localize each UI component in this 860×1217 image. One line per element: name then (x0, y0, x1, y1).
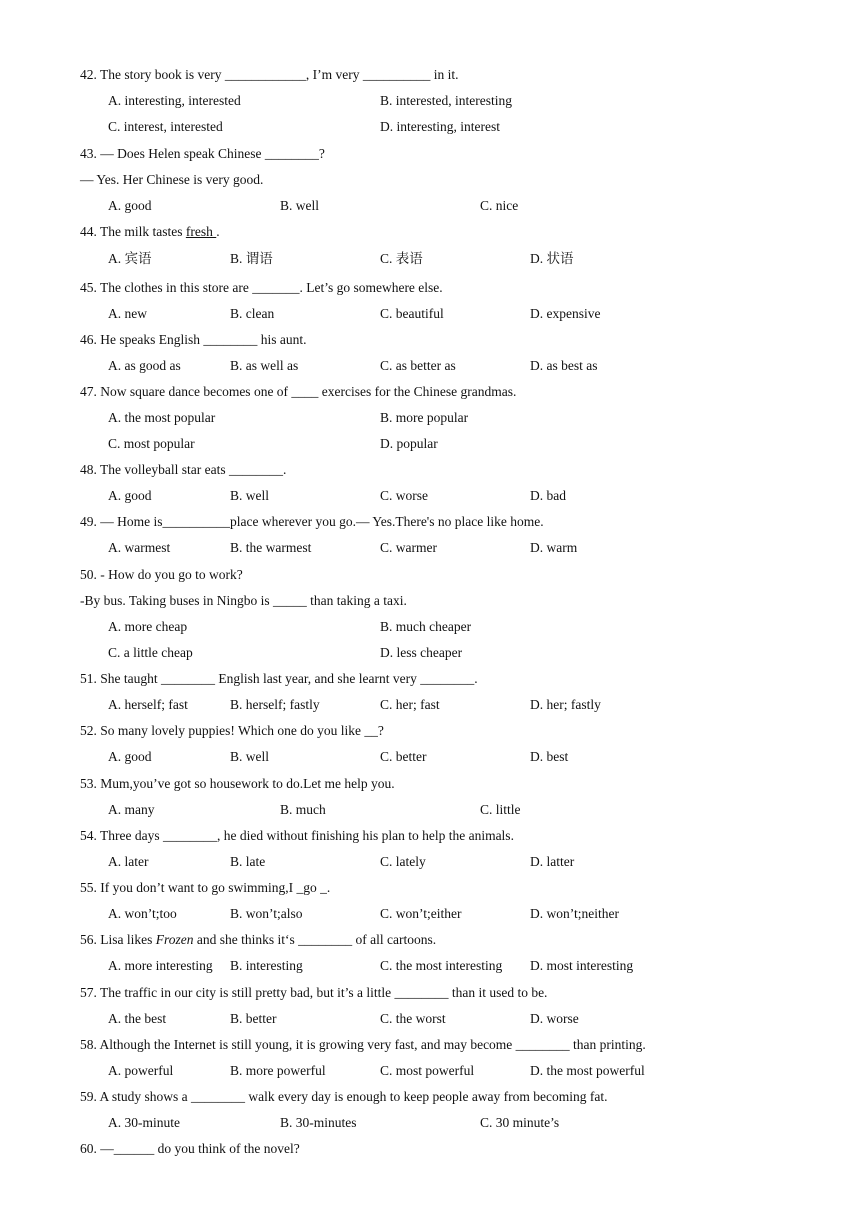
option-42-b: B. interested, interesting (380, 93, 512, 108)
option-55-a: A. won’t;too (108, 906, 177, 921)
option-50-b: B. much cheaper (380, 619, 472, 634)
option-59-a: A. 30-minute (108, 1115, 180, 1130)
option-44-d: D. 状语 (530, 251, 574, 266)
question-59-stem: 59. A study shows a ________ walk every day is enough to keep people away from becoming fat. (80, 1089, 608, 1104)
option-51-d: D. her; fastly (530, 697, 601, 712)
question-52-stem: 52. So many lovely puppies! Which one do you like __? (80, 723, 384, 738)
question-48-stem: 48. The volleyball star eats ________. (80, 462, 287, 477)
option-54-c: C. lately (380, 854, 426, 869)
option-56-a: A. more interesting (108, 958, 213, 973)
option-46-a: A. as good as (108, 358, 181, 373)
option-42-a: A. interesting, interested (108, 93, 241, 108)
option-57-d: D. worse (530, 1011, 579, 1026)
option-57-b: B. better (230, 1011, 277, 1026)
question-50-stem: 50. - How do you go to work? (80, 567, 243, 582)
option-52-c: C. better (380, 749, 427, 764)
option-42-c: C. interest, interested (108, 119, 223, 134)
option-56-c: C. the most interesting (380, 958, 503, 973)
question-58-stem: 58. Although the Internet is still young, it is growing very fast, and may become ________ than printing. (80, 1037, 646, 1052)
option-55-d: D. won’t;neither (530, 906, 619, 921)
option-52-a: A. good (108, 749, 152, 764)
option-43-c: C. nice (480, 198, 519, 213)
question-49-stem: 49. — Home is__________place wherever you go.— Yes.There's no place like home. (80, 514, 544, 529)
question-43-reply: — Yes. Her Chinese is very good. (80, 172, 264, 187)
question-43-stem: 43. — Does Helen speak Chinese ________? (80, 146, 325, 161)
option-57-a: A. the best (108, 1011, 167, 1026)
question-56-stem: 56. Lisa likes Frozen and she thinks it‘s ________ of all cartoons. (80, 932, 437, 947)
question-42-stem: 42. The story book is very ____________, I’m very __________ in it. (80, 67, 459, 82)
option-59-c: C. 30 minute’s (480, 1115, 560, 1130)
option-45-a: A. new (108, 306, 147, 321)
question-60-stem: 60. —______ do you think of the novel? (80, 1141, 300, 1156)
question-53-stem: 53. Mum,you’ve got so housework to do.Let me help you. (80, 776, 395, 791)
option-43-b: B. well (280, 198, 319, 213)
question-57-stem: 57. The traffic in our city is still pretty bad, but it’s a little ________ than it used to be. (80, 985, 548, 1000)
option-47-b: B. more popular (380, 410, 469, 425)
option-44-b: B. 谓语 (230, 251, 273, 266)
option-58-d: D. the most powerful (530, 1063, 645, 1078)
option-49-c: C. warmer (380, 540, 437, 555)
option-51-b: B. herself; fastly (230, 697, 320, 712)
option-51-a: A. herself; fast (108, 697, 188, 712)
option-54-a: A. later (108, 854, 149, 869)
option-58-b: B. more powerful (230, 1063, 326, 1078)
option-48-c: C. worse (380, 488, 428, 503)
option-56-b: B. interesting (230, 958, 303, 973)
option-46-b: B. as well as (230, 358, 299, 373)
option-54-b: B. late (230, 854, 266, 869)
option-45-c: C. beautiful (380, 306, 444, 321)
option-53-a: A. many (108, 802, 155, 817)
question-45-stem: 45. The clothes in this store are _______. Let’s go somewhere else. (80, 280, 443, 295)
option-54-d: D. latter (530, 854, 575, 869)
option-52-b: B. well (230, 749, 269, 764)
option-47-a: A. the most popular (108, 410, 216, 425)
underlined-word: fresh (185, 224, 217, 239)
question-47-stem: 47. Now square dance becomes one of ____ exercises for the Chinese grandmas. (80, 384, 517, 399)
option-56-d: D. most interesting (530, 958, 634, 973)
question-50-reply: -By bus. Taking buses in Ningbo is _____ than taking a taxi. (80, 593, 407, 608)
option-42-d: D. interesting, interest (380, 119, 500, 134)
option-48-b: B. well (230, 488, 269, 503)
option-49-d: D. warm (530, 540, 578, 555)
question-55-stem: 55. If you don’t want to go swimming,I _go _. (80, 880, 331, 895)
option-45-b: B. clean (230, 306, 275, 321)
option-46-d: D. as best as (530, 358, 598, 373)
option-50-a: A. more cheap (108, 619, 188, 634)
option-58-c: C. most powerful (380, 1063, 475, 1078)
option-49-b: B. the warmest (230, 540, 312, 555)
option-49-a: A. warmest (108, 540, 171, 555)
question-54-stem: 54. Three days ________, he died without finishing his plan to help the animals. (80, 828, 514, 843)
italic-title: Frozen (155, 932, 194, 947)
option-47-d: D. popular (380, 436, 438, 451)
option-58-a: A. powerful (108, 1063, 174, 1078)
option-59-b: B. 30-minutes (280, 1115, 357, 1130)
option-44-c: C. 表语 (380, 251, 423, 266)
option-55-b: B. won’t;also (230, 906, 303, 921)
option-45-d: D. expensive (530, 306, 601, 321)
option-44-a: A. 宾语 (108, 251, 152, 266)
option-50-d: D. less cheaper (380, 645, 463, 660)
question-46-stem: 46. He speaks English ________ his aunt. (80, 332, 307, 347)
option-57-c: C. the worst (380, 1011, 446, 1026)
option-55-c: C. won’t;either (380, 906, 462, 921)
question-51-stem: 51. She taught ________ English last year, and she learnt very ________. (80, 671, 478, 686)
option-43-a: A. good (108, 198, 152, 213)
option-47-c: C. most popular (108, 436, 195, 451)
option-53-c: C. little (480, 802, 521, 817)
option-48-d: D. bad (530, 488, 566, 503)
option-51-c: C. her; fast (380, 697, 440, 712)
option-53-b: B. much (280, 802, 326, 817)
question-44-stem: 44. The milk tastes fresh . (80, 224, 220, 239)
option-52-d: D. best (530, 749, 569, 764)
option-50-c: C. a little cheap (108, 645, 193, 660)
option-48-a: A. good (108, 488, 152, 503)
option-46-c: C. as better as (380, 358, 456, 373)
